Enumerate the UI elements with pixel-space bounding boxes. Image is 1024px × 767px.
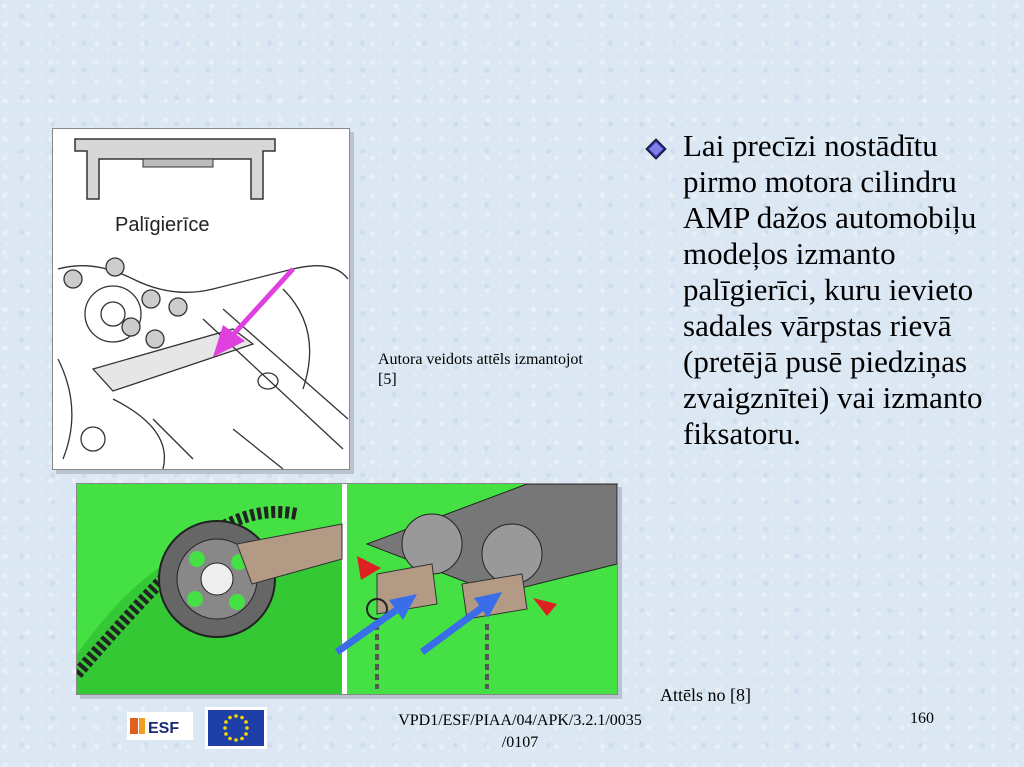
figure-caption-top: Autora veidots attēls izmantojot [5]	[378, 351, 583, 388]
tool-label: Palīgierīce	[115, 214, 210, 236]
tool-engine-drawing	[52, 128, 350, 470]
main-bullet	[645, 128, 1005, 452]
bullet-text: Lai precīzi nostādītu pirmo motora cilindru AMP dažos automobiļu modeļos izmanto palīgierīci, kuru ievieto sadales vārpstas rievā (pretējā pusē piedziņas zvaigznītei) vai izmanto fiksatoru.	[683, 128, 983, 451]
esf-logo-text: ESF	[148, 720, 180, 737]
esf-logo	[127, 712, 193, 740]
camshaft-illustration	[76, 483, 618, 695]
page-number: 160	[910, 710, 934, 727]
footer-project-code	[360, 710, 680, 754]
figure-caption-bottom: Attēls no [8]	[660, 685, 751, 705]
eu-flag-icon	[205, 707, 267, 749]
diamond-bullet-icon	[645, 138, 667, 160]
footer-code-line2: /0107	[501, 734, 539, 751]
footer-code-line1: VPD1/ESF/PIAA/04/APK/3.2.1/0035	[398, 712, 642, 729]
